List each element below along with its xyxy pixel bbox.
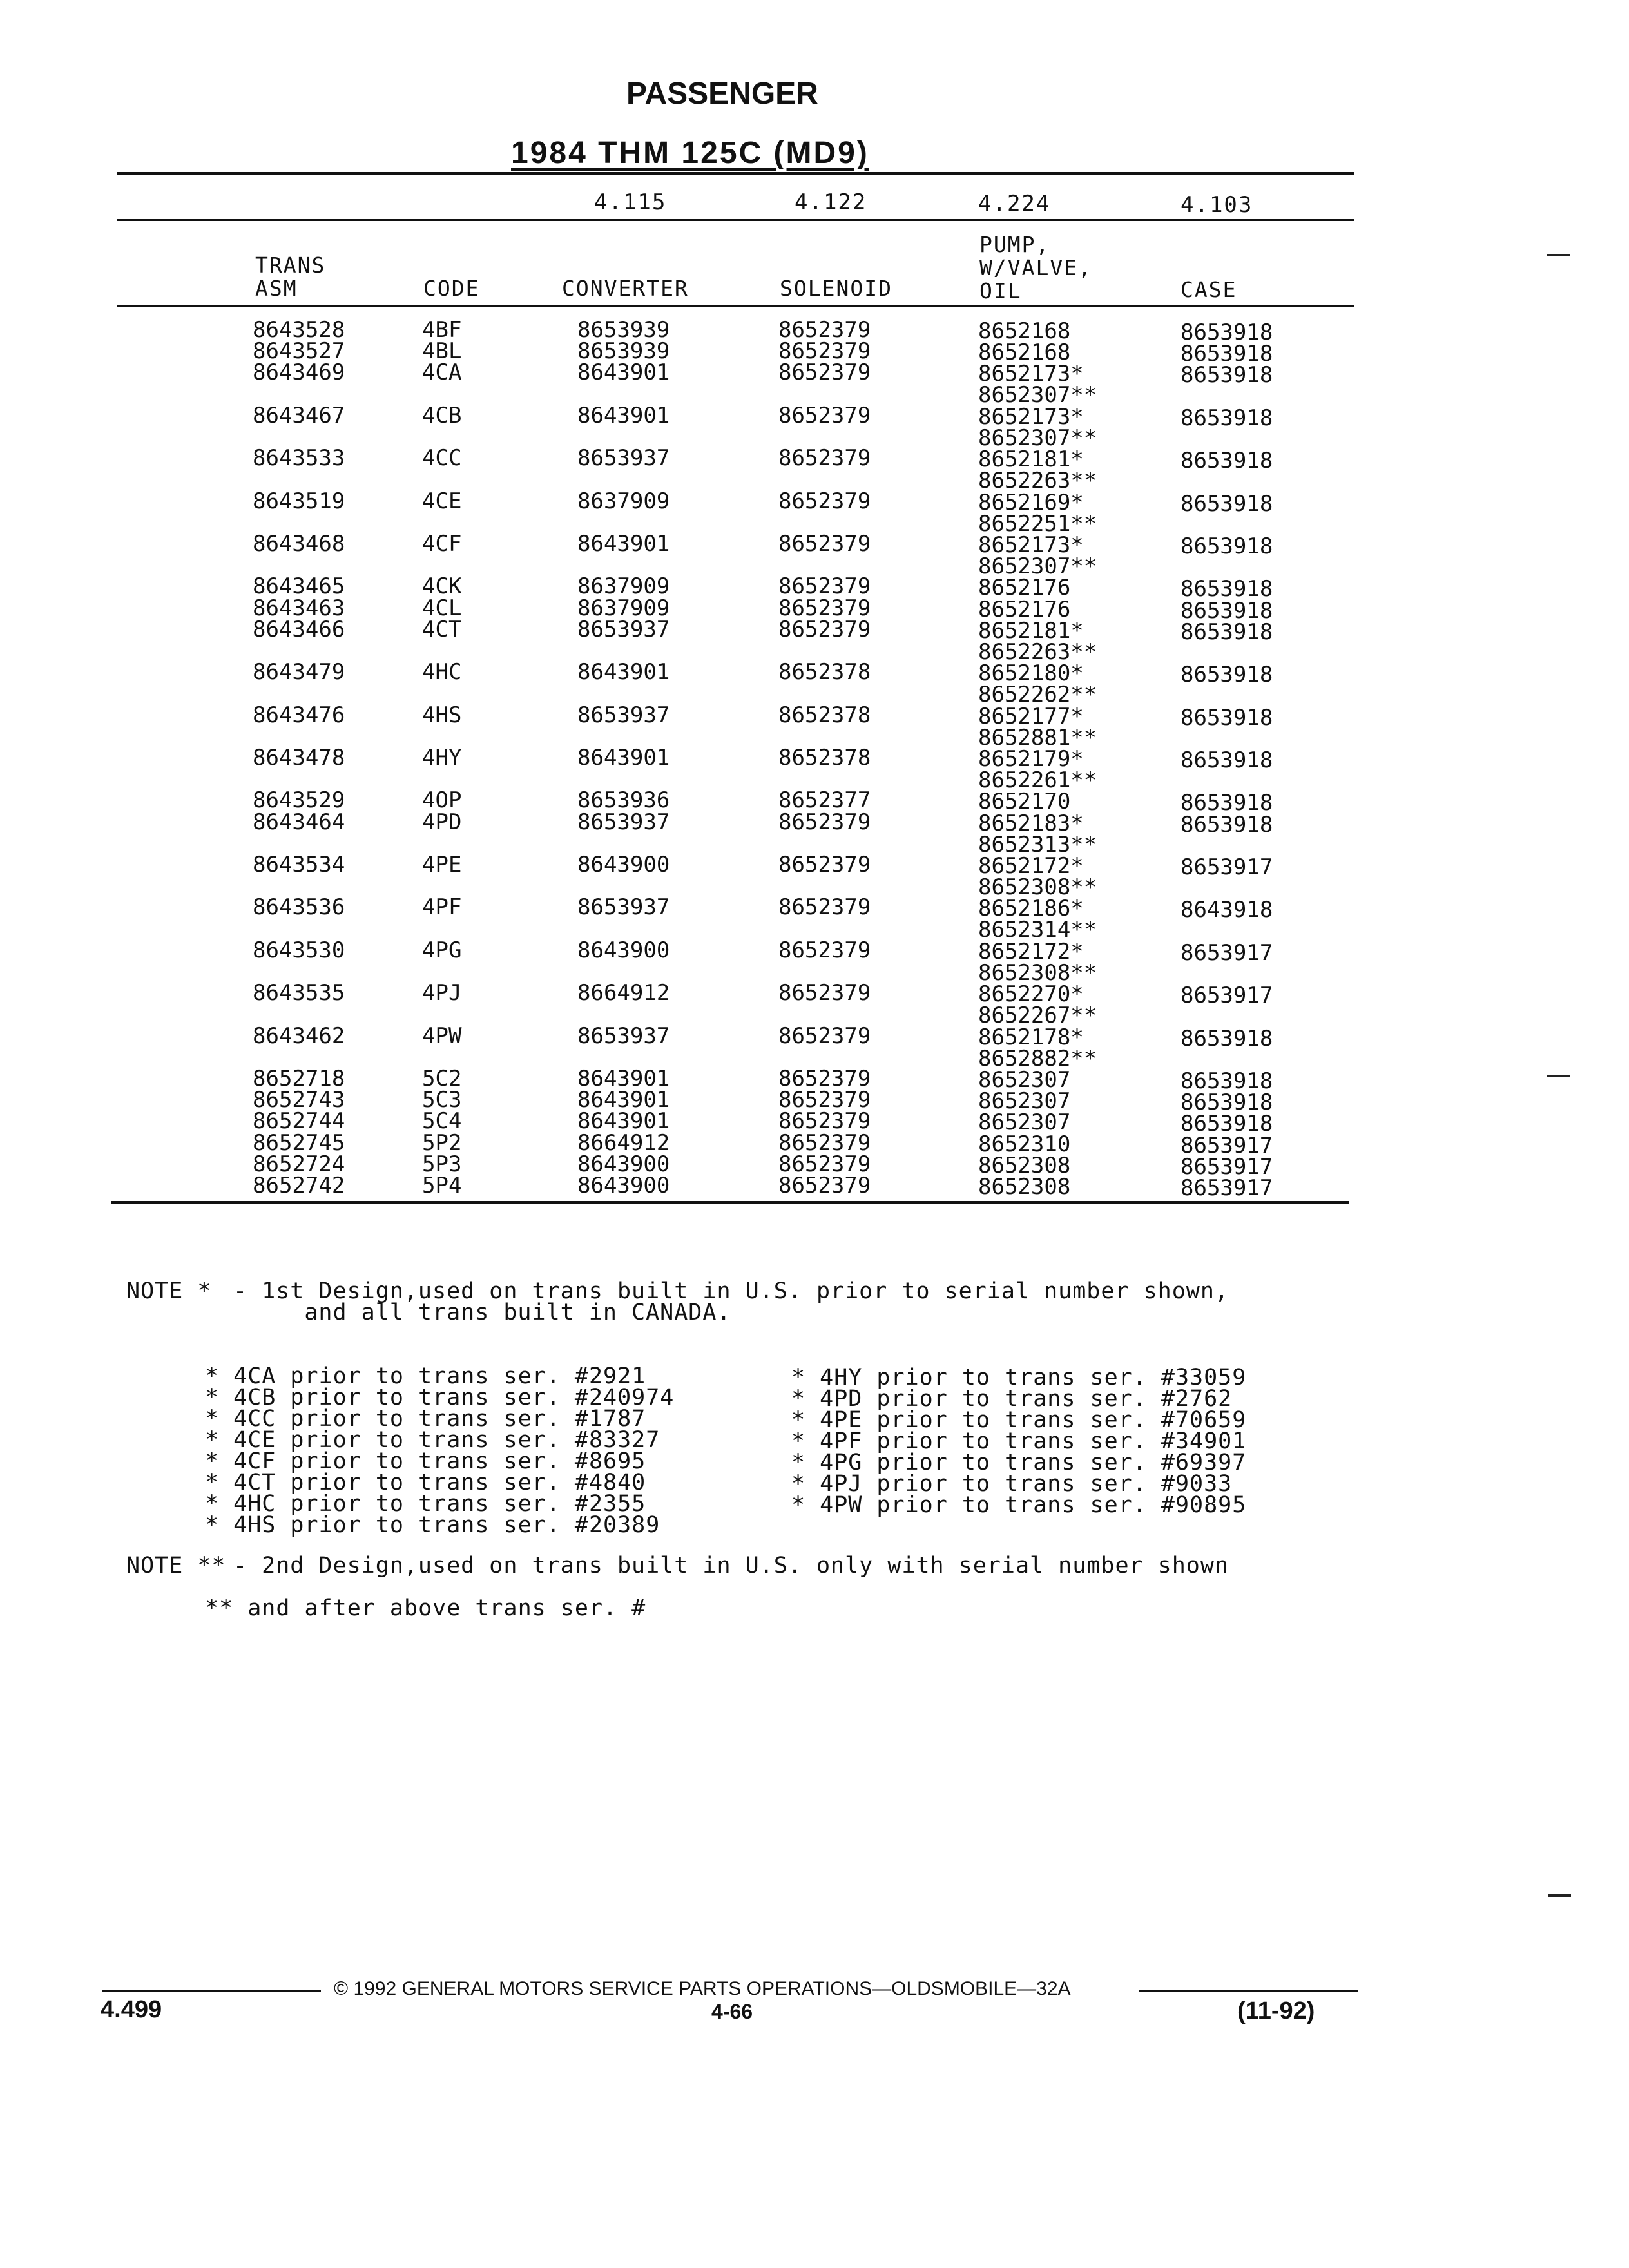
cell-code: 4CK (422, 573, 462, 600)
cell-trans-asm: 8643530 (253, 937, 345, 963)
cell-pump: 8652172* 8652308** (978, 938, 1097, 986)
column-header-pump: PUMP, W/VALVE, OIL (979, 232, 1092, 303)
cell-code: 4HY (422, 745, 462, 771)
cell-case: 8653918 (1181, 1111, 1273, 1137)
footer-page-number: 4-66 (711, 2000, 753, 2023)
cell-case: 8653918 (1181, 533, 1273, 559)
cell-converter: 8653937 (577, 1023, 670, 1049)
cell-case: 8653918 (1181, 1025, 1273, 1052)
cell-code: 4PJ (422, 980, 462, 1006)
serial-list-right: * 4HY prior to trans ser. #33059 * 4PD prior to trans ser. #2762 * 4PE prior to trans ser. #70659 * 4PF prior to trans ser. #34901 * 4PG prior to trans ser. #69397 * 4PJ prior to trans ser. #9033 * 4PW prior to trans ser. #90895 (791, 1365, 1247, 1518)
note-2-label: NOTE ** (126, 1553, 226, 1579)
cell-pump: 8652186* 8652314** (978, 896, 1097, 943)
cell-converter: 8643900 (577, 937, 670, 963)
cell-solenoid: 8652379 (778, 573, 871, 600)
cell-trans-asm: 8643533 (253, 445, 345, 472)
cell-converter: 8643901 (577, 1108, 670, 1135)
cell-converter: 8643900 (577, 852, 670, 878)
cell-pump: 8652181* 8652263** (978, 617, 1097, 665)
cell-solenoid: 8652379 (778, 937, 871, 963)
cell-code: 5P3 (422, 1151, 462, 1177)
margin-mark (1547, 1075, 1570, 1077)
cell-pump: 8652172* 8652308** (978, 853, 1097, 900)
cell-case: 8653918 (1181, 576, 1273, 602)
cell-trans-asm: 8643478 (253, 745, 345, 771)
cell-pump: 8652173* 8652307** (978, 532, 1097, 579)
cell-case: 8653917 (1181, 983, 1273, 1009)
group-number-solenoid: 4.122 (795, 189, 867, 215)
column-header-case: CASE (1181, 277, 1237, 302)
cell-converter: 8643901 (577, 659, 670, 686)
cell-converter: 8664912 (577, 980, 670, 1006)
cell-trans-asm: 8652718 (253, 1066, 345, 1091)
cell-pump: 8652170 (978, 789, 1071, 815)
cell-solenoid: 8652379 (778, 980, 871, 1006)
cell-code: 5C2 (422, 1066, 462, 1091)
note-2-text: - 2nd Design,used on trans built in U.S. only with serial number shown (233, 1553, 1229, 1579)
cell-trans-asm: 8643467 (253, 402, 345, 428)
cell-solenoid: 8652378 (778, 702, 871, 728)
cell-converter: 8653937 (577, 702, 670, 728)
cell-code: 4CL (422, 595, 462, 621)
cell-trans-asm: 8643462 (253, 1023, 345, 1049)
cell-case: 8653918 (1181, 320, 1273, 345)
cell-trans-asm: 8643535 (253, 980, 345, 1006)
cell-converter: 8643901 (577, 745, 670, 771)
cell-code: 5C3 (422, 1087, 462, 1113)
cell-solenoid: 8652379 (778, 1066, 871, 1091)
cell-solenoid: 8652379 (778, 1108, 871, 1135)
footer-rule-right (1139, 1990, 1358, 1992)
cell-trans-asm: 8652742 (253, 1173, 345, 1198)
cell-case: 8653917 (1181, 1175, 1273, 1201)
cell-trans-asm: 8643465 (253, 573, 345, 600)
cell-case: 8643918 (1181, 897, 1273, 923)
cell-pump: 8652308 (978, 1152, 1071, 1178)
rule-bottom (111, 1201, 1349, 1204)
cell-code: 4CA (422, 360, 462, 386)
cell-case: 8653918 (1181, 597, 1273, 624)
cell-solenoid: 8652379 (778, 595, 871, 621)
cell-pump: 8652168 (978, 318, 1071, 344)
cell-case: 8653918 (1181, 405, 1273, 431)
cell-code: 4CC (422, 445, 462, 472)
page-title: PASSENGER (626, 77, 818, 111)
group-number-pump: 4.224 (978, 191, 1051, 216)
cell-code: 4CT (422, 616, 462, 642)
group-number-case: 4.103 (1181, 192, 1253, 218)
cell-case: 8653918 (1181, 747, 1273, 773)
cell-case: 8653918 (1181, 619, 1273, 645)
serial-list-left: * 4CA prior to trans ser. #2921 * 4CB prior to trans ser. #240974 * 4CC prior to trans ser. #1787 * 4CE prior to trans ser. #83327 * 4CF prior to trans ser. #8695 * 4CT prior to trans ser. #4840 * 4HC prior to trans ser. #2355 * 4HS prior to trans ser. #20389 (205, 1363, 675, 1538)
cell-trans-asm: 8652744 (253, 1108, 345, 1135)
cell-pump: 8652173* 8652307** (978, 403, 1097, 451)
page-subtitle: 1984 THM 125C (MD9) (511, 136, 869, 170)
cell-case: 8653918 (1181, 490, 1273, 517)
cell-code: 4OP (422, 787, 462, 814)
cell-solenoid: 8652378 (778, 745, 871, 771)
cell-code: 5C4 (422, 1108, 462, 1135)
cell-pump: 8652310 (978, 1131, 1071, 1157)
cell-solenoid: 8652379 (778, 445, 871, 472)
cell-trans-asm: 8652743 (253, 1087, 345, 1113)
cell-case: 8653918 (1181, 811, 1273, 838)
cell-trans-asm: 8643528 (253, 317, 345, 343)
cell-case: 8653918 (1181, 790, 1273, 816)
cell-solenoid: 8652379 (778, 809, 871, 835)
margin-mark (1548, 1894, 1571, 1897)
cell-solenoid: 8652379 (778, 1129, 871, 1156)
cell-pump: 8652169* 8652251** (978, 489, 1097, 537)
cell-trans-asm: 8643464 (253, 809, 345, 835)
column-header-solenoid: SOLENOID (780, 276, 892, 301)
cell-solenoid: 8652379 (778, 1151, 871, 1177)
footer-date: (11-92) (1237, 1997, 1315, 2024)
cell-converter: 8637909 (577, 488, 670, 514)
cell-solenoid: 8652379 (778, 338, 871, 365)
cell-solenoid: 8652379 (778, 531, 871, 557)
note-1-label: NOTE * (126, 1278, 212, 1304)
cell-case: 8653918 (1181, 662, 1273, 688)
rule-top (117, 172, 1354, 175)
cell-code: 4HS (422, 702, 462, 728)
cell-pump: 8652181* 8652263** (978, 447, 1097, 494)
cell-case: 8653917 (1181, 1153, 1273, 1180)
cell-converter: 8643900 (577, 1173, 670, 1198)
cell-code: 4PW (422, 1023, 462, 1049)
column-header-trans-asm: TRANS ASM (255, 253, 326, 301)
cell-code: 4CE (422, 488, 462, 514)
cell-solenoid: 8652379 (778, 317, 871, 343)
cell-trans-asm: 8643534 (253, 852, 345, 878)
note-1-text: - 1st Design,used on trans built in U.S. prior to serial number shown, and all trans built in CANADA. (233, 1278, 1229, 1325)
cell-code: 4BL (422, 338, 462, 365)
cell-trans-asm: 8643463 (253, 595, 345, 621)
cell-pump: 8652183* 8652313** (978, 810, 1097, 858)
cell-converter: 8643901 (577, 1087, 670, 1113)
cell-pump: 8652179* 8652261** (978, 746, 1097, 793)
cell-pump: 8652307 (978, 1088, 1071, 1115)
cell-solenoid: 8652379 (778, 894, 871, 921)
cell-code: 4CF (422, 531, 462, 557)
cell-pump: 8652270* 8652267** (978, 981, 1097, 1029)
cell-converter: 8664912 (577, 1129, 670, 1156)
cell-trans-asm: 8643519 (253, 488, 345, 514)
note-2-continuation: ** and after above trans ser. # (205, 1595, 646, 1621)
column-header-converter: CONVERTER (562, 276, 689, 301)
cell-pump: 8652178* 8652882** (978, 1024, 1097, 1072)
cell-case: 8653918 (1181, 341, 1273, 367)
cell-solenoid: 8652377 (778, 787, 871, 814)
cell-converter: 8653937 (577, 809, 670, 835)
cell-solenoid: 8652379 (778, 616, 871, 642)
cell-solenoid: 8652379 (778, 852, 871, 878)
cell-case: 8653917 (1181, 854, 1273, 880)
cell-converter: 8653937 (577, 616, 670, 642)
cell-pump: 8652173* 8652307** (978, 361, 1097, 408)
cell-solenoid: 8652379 (778, 360, 871, 386)
cell-case: 8653918 (1181, 1068, 1273, 1094)
cell-pump: 8652307 (978, 1110, 1071, 1136)
cell-code: 5P4 (422, 1173, 462, 1198)
cell-trans-asm: 8643527 (253, 338, 345, 365)
cell-pump: 8652180* 8652262** (978, 660, 1097, 708)
footer-section-number: 4.499 (101, 1996, 162, 2023)
cell-converter: 8637909 (577, 573, 670, 600)
cell-code: 5P2 (422, 1129, 462, 1156)
cell-converter: 8653937 (577, 445, 670, 472)
cell-code: 4PG (422, 937, 462, 963)
cell-converter: 8653937 (577, 894, 670, 921)
column-header-code: CODE (423, 276, 480, 301)
cell-trans-asm: 8652724 (253, 1151, 345, 1177)
cell-pump: 8652168 (978, 340, 1071, 366)
cell-solenoid: 8652379 (778, 1023, 871, 1049)
cell-converter: 8643901 (577, 402, 670, 428)
cell-code: 4CB (422, 402, 462, 428)
cell-code: 4PF (422, 894, 462, 921)
cell-converter: 8653939 (577, 338, 670, 365)
cell-case: 8653918 (1181, 448, 1273, 474)
cell-solenoid: 8652379 (778, 1087, 871, 1113)
cell-pump: 8652176 (978, 575, 1071, 601)
cell-code: 4BF (422, 317, 462, 343)
cell-pump: 8652308 (978, 1174, 1071, 1200)
cell-pump: 8652176 (978, 596, 1071, 622)
cell-trans-asm: 8643469 (253, 360, 345, 386)
cell-trans-asm: 8643536 (253, 894, 345, 921)
cell-code: 4PD (422, 809, 462, 835)
cell-trans-asm: 8652745 (253, 1129, 345, 1156)
cell-trans-asm: 8643476 (253, 702, 345, 728)
footer-rule-left (102, 1990, 321, 1992)
cell-converter: 8643901 (577, 531, 670, 557)
cell-converter: 8653939 (577, 317, 670, 343)
cell-pump: 8652177* 8652881** (978, 703, 1097, 751)
cell-trans-asm: 8643466 (253, 616, 345, 642)
cell-converter: 8653936 (577, 787, 670, 814)
cell-solenoid: 8652379 (778, 488, 871, 514)
cell-code: 4PE (422, 852, 462, 878)
cell-trans-asm: 8643529 (253, 787, 345, 814)
rule-group (117, 219, 1354, 221)
cell-converter: 8643901 (577, 360, 670, 386)
cell-case: 8653918 (1181, 1090, 1273, 1116)
footer-copyright: © 1992 GENERAL MOTORS SERVICE PARTS OPERATIONS—OLDSMOBILE—32A (334, 1978, 1071, 1999)
cell-pump: 8652307 (978, 1067, 1071, 1093)
rule-header (117, 305, 1354, 307)
cell-case: 8653918 (1181, 362, 1273, 389)
cell-solenoid: 8652379 (778, 402, 871, 428)
cell-case: 8653917 (1181, 1132, 1273, 1158)
group-number-converter: 4.115 (594, 189, 667, 215)
cell-trans-asm: 8643479 (253, 659, 345, 686)
cell-solenoid: 8652379 (778, 1173, 871, 1198)
cell-case: 8653918 (1181, 704, 1273, 731)
margin-mark (1547, 254, 1570, 256)
cell-case: 8653917 (1181, 939, 1273, 966)
cell-code: 4HC (422, 659, 462, 686)
cell-trans-asm: 8643468 (253, 531, 345, 557)
cell-converter: 8643900 (577, 1151, 670, 1177)
cell-solenoid: 8652378 (778, 659, 871, 686)
cell-converter: 8637909 (577, 595, 670, 621)
cell-converter: 8643901 (577, 1066, 670, 1091)
